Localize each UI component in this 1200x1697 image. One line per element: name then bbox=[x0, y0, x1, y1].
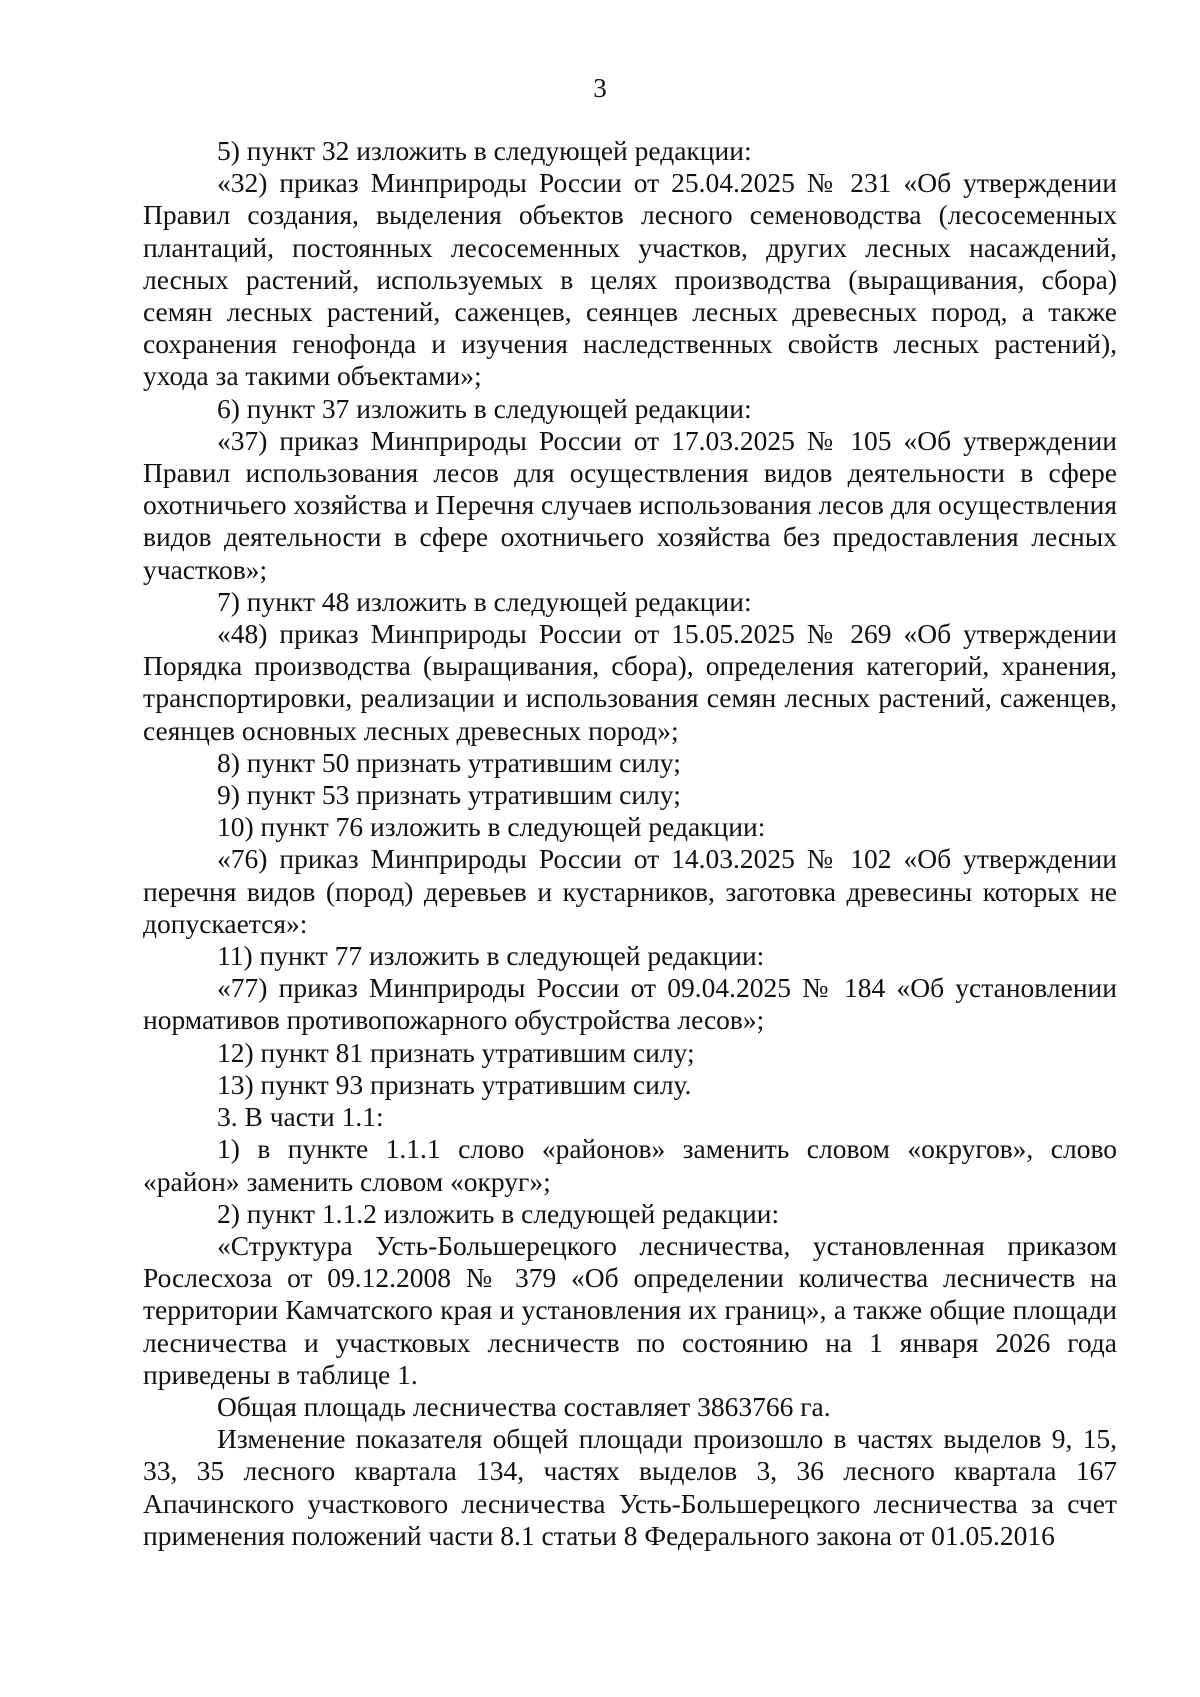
subitem-1-1-1: 1) в пункте 1.1.1 слово «районов» заменить словом «округов», слово «район» заменить словом «округ»; bbox=[143, 1133, 1117, 1197]
page-number: 3 bbox=[593, 73, 607, 103]
paragraph-item-10: 10) пункт 76 изложить в следующей редакции: bbox=[217, 811, 766, 843]
quoted-item-48: «48) приказ Минприроды России от 15.05.2025 № 269 «Об утверждении Порядка производства (выращивания, сбора), определения категорий, хранения, транспортировки, реализации и использования семян лесных растений, саженцев, сеянцев основных лесных древесных пород»; bbox=[143, 618, 1117, 746]
paragraph-item-6: 6) пункт 37 изложить в следующей редакции: bbox=[217, 392, 752, 424]
quoted-item-32: «32) приказ Минприроды России от 25.04.2025 № 231 «Об утверждении Правил создания, выделения объектов лесного семеноводства (лесосеменных плантаций, постоянных лесосеменных участков, других лесных насаждений, лесных растений, используемых в целях производства (выращивания, сбора) семян лесных растений, саженцев, сеянцев лесных древесных пород, а также сохранения генофонда и изучения наследственных свойств лесных растений), ухода за такими объектами»; bbox=[143, 167, 1117, 392]
subitem-1-1-2: 2) пункт 1.1.2 изложить в следующей редакции: bbox=[217, 1197, 780, 1229]
area-change-paragraph: Изменение показателя общей площади произошло в частях выделов 9, 15, 33, 35 лесного квартала 134, частях выделов 3, 36 лесного квартала 167 Апачинского участкового лесничества Усть-Большерецкого лесничества за счет применения положений части 8.1 статьи 8 Федерального закона от 01.05.2016 bbox=[143, 1423, 1117, 1551]
paragraph-item-9: 9) пункт 53 признать утратившим силу; bbox=[217, 779, 681, 811]
quoted-item-37: «37) приказ Минприроды России от 17.03.2025 № 105 «Об утверждении Правил использования лесов для осуществления видов деятельности в сфере охотничьего хозяйства и Перечня случаев использования лесов для осуществления видов деятельности в сфере охотничьего хозяйства без предоставления лесных участков»; bbox=[143, 424, 1117, 585]
paragraph-item-11: 11) пункт 77 изложить в следующей редакции: bbox=[217, 940, 765, 972]
paragraph-item-8: 8) пункт 50 признать утратившим силу; bbox=[217, 746, 681, 778]
forestry-structure-paragraph: «Структура Усть-Большерецкого лесничества, установленная приказом Рослесхоза от 09.12.2008 № 379 «Об определении количества лесничеств на территории Камчатского края и установления их границ», а также общие площади лесничества и участковых лесничеств по состоянию на 1 января 2026 года приведены в таблице 1. bbox=[143, 1229, 1117, 1390]
paragraph-item-7: 7) пункт 48 изложить в следующей редакции: bbox=[217, 585, 752, 617]
document-body bbox=[143, 135, 1117, 1552]
paragraph-item-5: 5) пункт 32 изложить в следующей редакции: bbox=[217, 135, 752, 166]
section-heading-3: 3. В части 1.1: bbox=[217, 1101, 384, 1133]
quoted-item-76: «76) приказ Минприроды России от 14.03.2025 № 102 «Об утверждении перечня видов (пород) деревьев и кустарников, заготовка древесины которых не допускается»: bbox=[143, 843, 1117, 939]
paragraph-item-12: 12) пункт 81 признать утратившим силу; bbox=[217, 1036, 695, 1068]
total-area-paragraph: Общая площадь лесничества составляет 3863766 га. bbox=[217, 1390, 831, 1422]
quoted-item-77: «77) приказ Минприроды России от 09.04.2025 № 184 «Об установлении нормативов противопожарного обустройства лесов»; bbox=[143, 972, 1117, 1036]
paragraph-item-13: 13) пункт 93 признать утратившим силу. bbox=[217, 1068, 692, 1100]
